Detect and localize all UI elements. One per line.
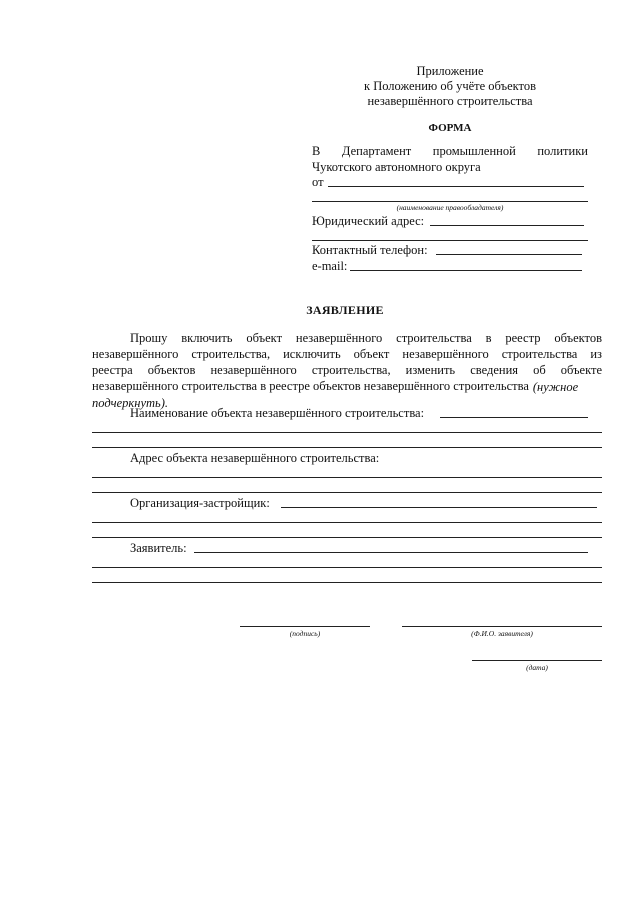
object-address-field-line-2[interactable]	[92, 492, 602, 493]
appendix-line-2: к Положению об учёте объектов	[364, 79, 536, 93]
addressee-word-4: политики	[537, 144, 588, 158]
appendix-line-3: незавершённого строительства	[367, 94, 533, 108]
from-field-line[interactable]	[328, 186, 584, 187]
applicant-label: Заявитель:	[130, 541, 187, 555]
phone-field-line[interactable]	[436, 254, 582, 255]
holder-field-line[interactable]	[312, 201, 588, 202]
phone-label: Контактный телефон:	[312, 243, 428, 257]
developer-field-line-2[interactable]	[92, 522, 602, 523]
object-address-field-line[interactable]	[92, 477, 602, 478]
addressee-word-3: промышленной	[432, 144, 516, 158]
applicant-field-line[interactable]	[194, 552, 588, 553]
legal-address-label: Юридический адрес:	[312, 214, 425, 228]
request-line-4-wrap	[92, 378, 602, 394]
developer-label: Организация-застройщик:	[130, 496, 270, 510]
object-name-field-line[interactable]	[440, 417, 588, 418]
request-line-1: Прошу включить объект незавершённого строительства в реестр объектов	[130, 331, 602, 345]
applicant-field-line-3[interactable]	[92, 582, 602, 583]
request-paragraph	[92, 330, 602, 394]
request-line-4: незавершённого строительства в реестре объектов незавершённого строительства	[92, 379, 529, 393]
object-name-field-line-2[interactable]	[92, 432, 602, 433]
applicant-field-line-2[interactable]	[92, 567, 602, 568]
addressee-word-2: Департамент	[341, 144, 412, 158]
addressee-word-1: В	[312, 144, 321, 158]
appendix-line-1: Приложение	[416, 64, 484, 78]
addressee-line-1	[312, 143, 588, 159]
form-label: ФОРМА	[428, 122, 472, 134]
fio-caption: (Ф.И.О. заявителя)	[471, 629, 533, 638]
developer-field-line[interactable]	[281, 507, 597, 508]
request-line-2: незавершённого строительства, исключить объект незавершённого строительства из	[92, 347, 602, 361]
signature-field-line[interactable]	[240, 626, 370, 627]
request-line-3: реестра объектов незавершённого строительства, изменить сведения об объекте	[92, 363, 602, 377]
fio-field-line[interactable]	[402, 626, 602, 627]
date-caption: (дата)	[526, 663, 548, 672]
request-note-part-2: подчеркнуть).	[92, 396, 169, 410]
email-field-line[interactable]	[350, 270, 582, 271]
signature-caption: (подпись)	[289, 629, 321, 638]
object-name-field-line-3[interactable]	[92, 447, 602, 448]
legal-address-field-line[interactable]	[430, 225, 584, 226]
object-address-label: Адрес объекта незавершённого строительства:	[130, 451, 380, 465]
email-label: e-mail:	[312, 259, 348, 273]
developer-field-line-3[interactable]	[92, 537, 602, 538]
request-note-part-1: (нужное	[532, 380, 579, 394]
document-title: ЗАЯВЛЕНИЕ	[306, 303, 384, 317]
from-label: от	[312, 175, 324, 189]
addressee-line-2: Чукотского автономного округа	[312, 160, 481, 174]
object-name-label: Наименование объекта незавершённого строительства:	[130, 406, 425, 420]
holder-caption: (наименование правообладателя)	[396, 203, 504, 212]
date-field-line[interactable]	[472, 660, 602, 661]
legal-address-field-line-2[interactable]	[312, 240, 588, 241]
